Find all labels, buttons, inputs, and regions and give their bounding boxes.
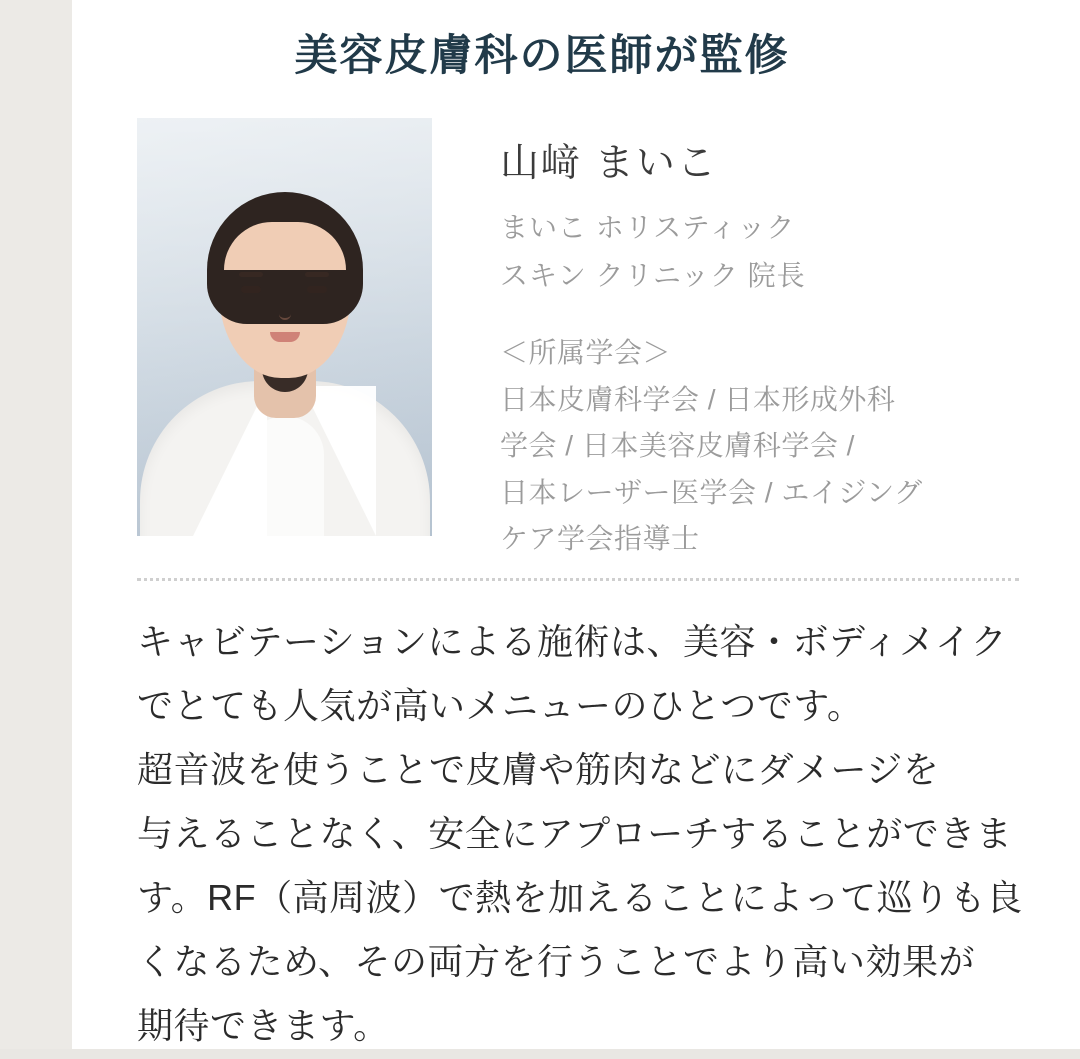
article-body [137,610,1027,1059]
societies-line-3: 日本レーザー医学会 / エイジング [500,476,923,508]
doctor-clinic-title [500,204,1020,300]
doctor-info [500,118,1020,563]
doctor-portrait-image [137,118,432,536]
portrait-eyebrow-right [305,272,329,277]
societies-line-4: ケア学会指導士 [500,523,700,555]
body-line-3: 超音波を使うことで皮膚や筋肉などにダメージを [137,749,940,791]
societies-line-2: 学会 / 日本美容皮膚科学会 / [500,430,855,462]
societies-heading: ＜所属学会＞ [500,337,672,369]
body-line-4: 与えることなく、安全にアプローチすることができま [137,813,1013,855]
body-line-7: 期待できます。 [137,1005,390,1047]
doctor-name: 山﨑 まいこ [500,142,718,185]
article-page [72,0,1080,1049]
body-line-5: す。RF（高周波）で熱を加えることによって巡りも良 [137,877,1023,919]
societies-line-1: 日本皮膚科学会 / 日本形成外科 [500,383,896,415]
body-line-6: くなるため、その両方を行うことでより高い効果が [137,941,976,983]
doctor-societies [500,330,1020,562]
body-line-2: でとても人気が高いメニューのひとつです。 [137,685,864,727]
body-line-1: キャビテーションによる施術は、美容・ボディメイク [137,621,1008,662]
section-divider [137,578,1019,581]
doctor-clinic-title-line-1: まいこ ホリスティック [500,212,796,243]
page-left-margin [0,0,72,1049]
page-title: 美容皮膚科の医師が監修 [294,32,790,80]
portrait-lapel-left [193,386,267,536]
portrait-lapel-right [302,386,376,536]
doctor-clinic-title-line-2: スキン クリニック 院長 [500,260,806,292]
portrait-eyebrow-left [239,272,263,277]
portrait-eye-left [241,286,261,293]
portrait-eye-right [307,286,327,293]
